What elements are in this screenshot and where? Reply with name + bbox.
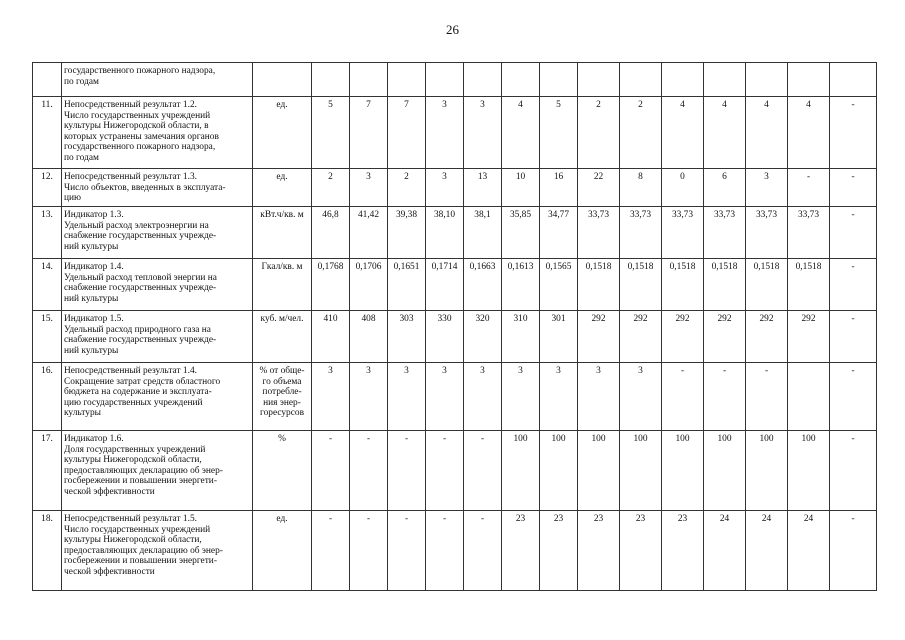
- value-cell: [662, 63, 704, 97]
- value-cell: 33,73: [704, 207, 746, 259]
- indicator-name: Непосредственный результат 1.3. Число объектов, введенных в эксплуата- цию: [62, 169, 253, 207]
- value-cell: 301: [540, 311, 578, 363]
- row-number: 12.: [33, 169, 62, 207]
- value-cell: 33,73: [746, 207, 788, 259]
- table-row: [33, 431, 877, 511]
- value-cell: 0,1518: [704, 259, 746, 311]
- value-cell: -: [830, 431, 877, 511]
- value-cell: -: [830, 259, 877, 311]
- value-cell: 0,1565: [540, 259, 578, 311]
- value-cell: -: [464, 431, 502, 511]
- value-cell: -: [350, 431, 388, 511]
- unit-cell: куб. м/чел.: [253, 311, 312, 363]
- table-row: [33, 311, 877, 363]
- row-number: 11.: [33, 97, 62, 169]
- value-cell: 100: [578, 431, 620, 511]
- value-cell: 292: [620, 311, 662, 363]
- value-cell: 410: [312, 311, 350, 363]
- indicator-name: Индикатор 1.3. Удельный расход электроэнергии на снабжение государственных учрежде- ний культуры: [62, 207, 253, 259]
- value-cell: 23: [620, 511, 662, 591]
- value-cell: 23: [502, 511, 540, 591]
- value-cell: 5: [312, 97, 350, 169]
- value-cell: 23: [578, 511, 620, 591]
- table-row: [33, 97, 877, 169]
- value-cell: 0,1518: [662, 259, 704, 311]
- value-cell: 100: [746, 431, 788, 511]
- value-cell: 3: [350, 363, 388, 431]
- unit-cell: [253, 63, 312, 97]
- value-cell: 4: [662, 97, 704, 169]
- value-cell: -: [350, 511, 388, 591]
- value-cell: -: [388, 431, 426, 511]
- value-cell: [620, 63, 662, 97]
- indicators-table: [32, 62, 877, 591]
- row-number: [33, 63, 62, 97]
- value-cell: -: [464, 511, 502, 591]
- value-cell: 100: [662, 431, 704, 511]
- value-cell: -: [388, 511, 426, 591]
- page-number: 26: [446, 22, 459, 37]
- table-row: [33, 363, 877, 431]
- value-cell: 4: [788, 97, 830, 169]
- value-cell: 0,1706: [350, 259, 388, 311]
- value-cell: 4: [704, 97, 746, 169]
- unit-cell: % от обще- го объема потребле- ния энер- горесурсов: [253, 363, 312, 431]
- value-cell: -: [312, 511, 350, 591]
- value-cell: 0: [662, 169, 704, 207]
- value-cell: 292: [578, 311, 620, 363]
- value-cell: 46,8: [312, 207, 350, 259]
- value-cell: 4: [746, 97, 788, 169]
- row-number: 13.: [33, 207, 62, 259]
- value-cell: 3: [312, 363, 350, 431]
- value-cell: 38,1: [464, 207, 502, 259]
- indicator-name: Индикатор 1.5. Удельный расход природного газа на снабжение государственных учрежде- ний культуры: [62, 311, 253, 363]
- value-cell: 22: [578, 169, 620, 207]
- value-cell: 0,1518: [578, 259, 620, 311]
- value-cell: 2: [388, 169, 426, 207]
- unit-cell: кВт.ч/кв. м: [253, 207, 312, 259]
- value-cell: 3: [426, 363, 464, 431]
- value-cell: 0,1518: [620, 259, 662, 311]
- value-cell: 0,1663: [464, 259, 502, 311]
- value-cell: 6: [704, 169, 746, 207]
- value-cell: -: [830, 511, 877, 591]
- unit-cell: Гкал/кв. м: [253, 259, 312, 311]
- value-cell: 2: [578, 97, 620, 169]
- value-cell: 310: [502, 311, 540, 363]
- value-cell: -: [830, 363, 877, 431]
- value-cell: 2: [620, 97, 662, 169]
- value-cell: 100: [620, 431, 662, 511]
- value-cell: 0,1518: [746, 259, 788, 311]
- value-cell: 3: [388, 363, 426, 431]
- value-cell: 33,73: [662, 207, 704, 259]
- row-number: 14.: [33, 259, 62, 311]
- value-cell: -: [746, 363, 788, 431]
- value-cell: 292: [662, 311, 704, 363]
- value-cell: [388, 63, 426, 97]
- value-cell: -: [788, 169, 830, 207]
- value-cell: 23: [540, 511, 578, 591]
- value-cell: -: [830, 169, 877, 207]
- value-cell: 3: [426, 169, 464, 207]
- value-cell: 3: [578, 363, 620, 431]
- value-cell: 2: [312, 169, 350, 207]
- unit-cell: ед.: [253, 97, 312, 169]
- value-cell: [788, 363, 830, 431]
- value-cell: 3: [426, 97, 464, 169]
- unit-cell: %: [253, 431, 312, 511]
- value-cell: 41,42: [350, 207, 388, 259]
- value-cell: [830, 63, 877, 97]
- value-cell: 38,10: [426, 207, 464, 259]
- value-cell: [350, 63, 388, 97]
- value-cell: -: [704, 363, 746, 431]
- value-cell: 24: [704, 511, 746, 591]
- row-number: 15.: [33, 311, 62, 363]
- value-cell: 3: [746, 169, 788, 207]
- value-cell: 24: [746, 511, 788, 591]
- value-cell: 100: [540, 431, 578, 511]
- value-cell: 330: [426, 311, 464, 363]
- value-cell: 3: [350, 169, 388, 207]
- value-cell: [426, 63, 464, 97]
- value-cell: 3: [464, 363, 502, 431]
- value-cell: 100: [502, 431, 540, 511]
- value-cell: 8: [620, 169, 662, 207]
- value-cell: 408: [350, 311, 388, 363]
- value-cell: 0,1613: [502, 259, 540, 311]
- value-cell: 33,73: [578, 207, 620, 259]
- value-cell: -: [830, 97, 877, 169]
- value-cell: -: [312, 431, 350, 511]
- value-cell: 3: [502, 363, 540, 431]
- value-cell: 5: [540, 97, 578, 169]
- indicator-name: Непосредственный результат 1.5. Число государственных учреждений культуры Нижегородской области, предоставляющих декларацию об энер- госбережении и повышении энергети- ческой эффективности: [62, 511, 253, 591]
- value-cell: 7: [388, 97, 426, 169]
- value-cell: -: [830, 207, 877, 259]
- value-cell: [312, 63, 350, 97]
- value-cell: 24: [788, 511, 830, 591]
- indicator-name: Непосредственный результат 1.4. Сокращение затрат средств областного бюджета на содержание и эксплуата- цию государственных учреждений культуры: [62, 363, 253, 431]
- value-cell: 292: [788, 311, 830, 363]
- row-number: 18.: [33, 511, 62, 591]
- value-cell: 0,1714: [426, 259, 464, 311]
- value-cell: 3: [464, 97, 502, 169]
- value-cell: 4: [502, 97, 540, 169]
- table-row: [33, 63, 877, 97]
- value-cell: 0,1518: [788, 259, 830, 311]
- value-cell: [788, 63, 830, 97]
- value-cell: -: [426, 431, 464, 511]
- value-cell: 100: [704, 431, 746, 511]
- value-cell: [578, 63, 620, 97]
- indicator-name: Индикатор 1.6. Доля государственных учреждений культуры Нижегородской области, предоставляющих декларацию об энер- госбережении и повышении энергети- ческой эффективности: [62, 431, 253, 511]
- value-cell: -: [426, 511, 464, 591]
- table-row: [33, 511, 877, 591]
- value-cell: 13: [464, 169, 502, 207]
- value-cell: 7: [350, 97, 388, 169]
- value-cell: 0,1768: [312, 259, 350, 311]
- value-cell: [502, 63, 540, 97]
- value-cell: 39,38: [388, 207, 426, 259]
- value-cell: -: [662, 363, 704, 431]
- row-number: 16.: [33, 363, 62, 431]
- value-cell: [540, 63, 578, 97]
- table-row: [33, 259, 877, 311]
- value-cell: 320: [464, 311, 502, 363]
- value-cell: 292: [746, 311, 788, 363]
- value-cell: 35,85: [502, 207, 540, 259]
- value-cell: 3: [540, 363, 578, 431]
- value-cell: 33,73: [788, 207, 830, 259]
- table-row: [33, 207, 877, 259]
- indicator-name: Непосредственный результат 1.2. Число государственных учреждений культуры Нижегородской области, в которых устранены замечания органов государственного пожарного надзора, по годам: [62, 97, 253, 169]
- value-cell: 10: [502, 169, 540, 207]
- table-row: [33, 169, 877, 207]
- value-cell: 303: [388, 311, 426, 363]
- value-cell: 34,77: [540, 207, 578, 259]
- unit-cell: ед.: [253, 169, 312, 207]
- indicator-name: Индикатор 1.4. Удельный расход тепловой энергии на снабжение государственных учрежде- ний культуры: [62, 259, 253, 311]
- value-cell: 292: [704, 311, 746, 363]
- unit-cell: ед.: [253, 511, 312, 591]
- value-cell: [746, 63, 788, 97]
- value-cell: -: [830, 311, 877, 363]
- indicator-name: государственного пожарного надзора, по годам: [62, 63, 253, 97]
- value-cell: 23: [662, 511, 704, 591]
- value-cell: 3: [620, 363, 662, 431]
- value-cell: 33,73: [620, 207, 662, 259]
- row-number: 17.: [33, 431, 62, 511]
- value-cell: [464, 63, 502, 97]
- value-cell: 16: [540, 169, 578, 207]
- value-cell: 0,1651: [388, 259, 426, 311]
- value-cell: [704, 63, 746, 97]
- value-cell: 100: [788, 431, 830, 511]
